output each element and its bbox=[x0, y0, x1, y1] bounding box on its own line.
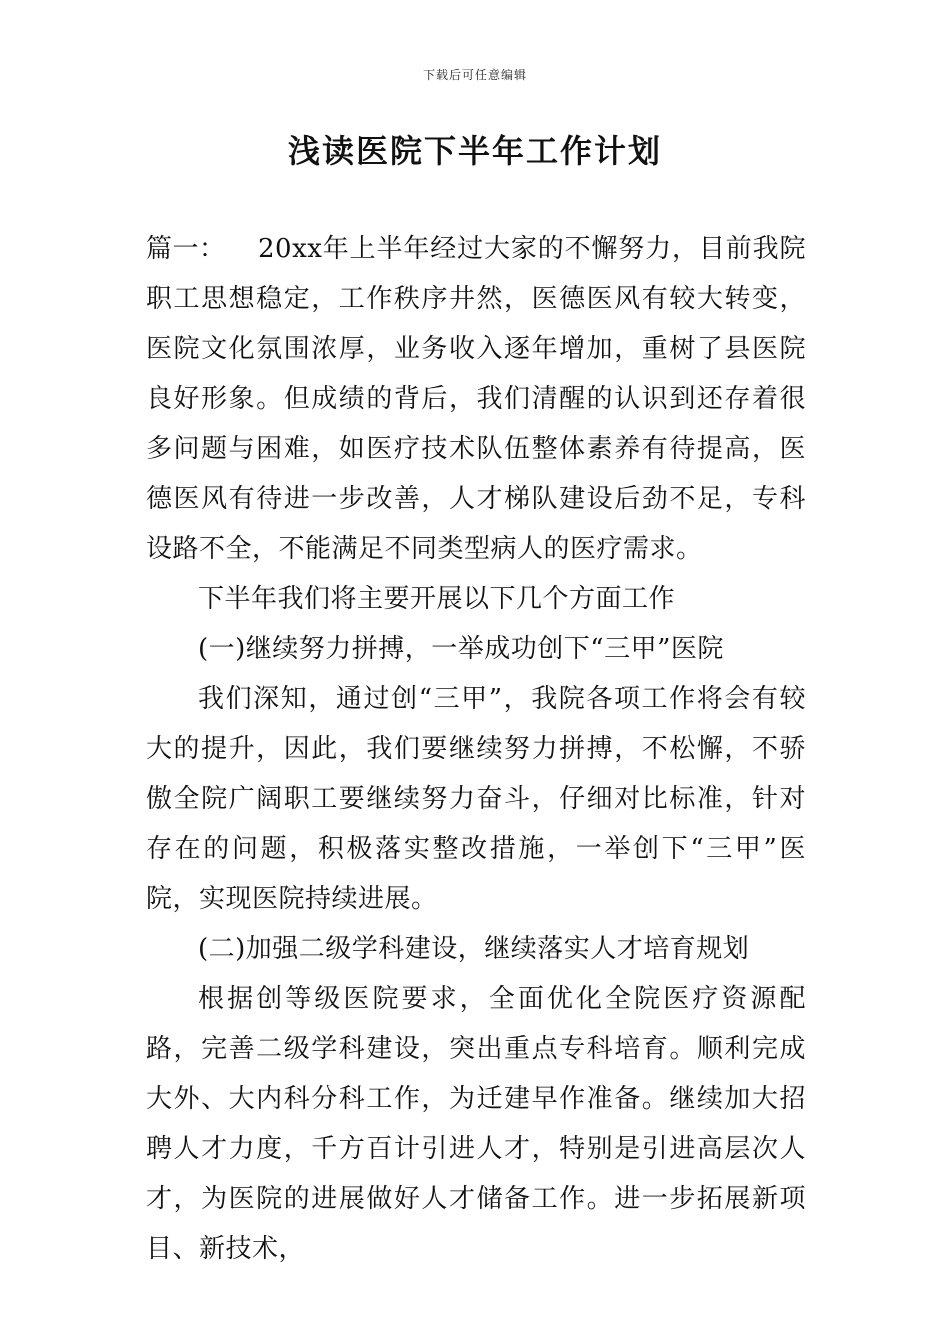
paragraph-1-text: 20xx年上半年经过大家的不懈努力，目前我院职工思想稳定，工作秩序井然，医德医风有较大转变，医院文化氛围浓厚，业务收入逐年增加，重树了县医院良好形象。但成绩的背后，我们清醒的认识到还存着很多问题与困难，如医疗技术队伍整体素养有待提高，医德医风有待进一步改善，人才梯队建设后劲不足，专科设路不全，不能满足不同类型病人的医疗需求。 bbox=[146, 234, 806, 564]
paragraph-4: 根据创等级医院要求，全面优化全院医疗资源配路，完善二级学科建设，突出重点专科培育。顺利完成大外、大内科分科工作，为迁建早作准备。继续加大招聘人才力度，千方百计引进人才，特别是引进高层次人才，为医院的进展做好人才储备工作。进一步拓展新项目、新技术， bbox=[146, 984, 806, 1264]
paragraph-2: 下半年我们将主要开展以下几个方面工作 bbox=[198, 584, 676, 614]
document-body bbox=[146, 224, 806, 1274]
section-label: 篇一： bbox=[146, 234, 226, 264]
header-note: 下载后可任意编辑 bbox=[422, 68, 527, 82]
paragraph-3: 我们深知，通过创“三甲”，我院各项工作将会有较大的提升，因此，我们要继续努力拼搏，不松懈，不骄傲全院广阔职工要继续努力奋斗，仔细对比标准，针对存在的问题，积极落实整改措施，一举创下“三甲”医院，实现医院持续进展。 bbox=[146, 684, 806, 914]
subheading-1: (一)继续努力拼搏，一举成功创下“三甲”医院 bbox=[198, 634, 724, 664]
subheading-2: (二)加强二级学科建设，继续落实人才培育规划 bbox=[198, 934, 750, 964]
paragraph-1 bbox=[146, 224, 806, 574]
document-title: 浅读医院下半年工作计划 bbox=[287, 132, 662, 170]
